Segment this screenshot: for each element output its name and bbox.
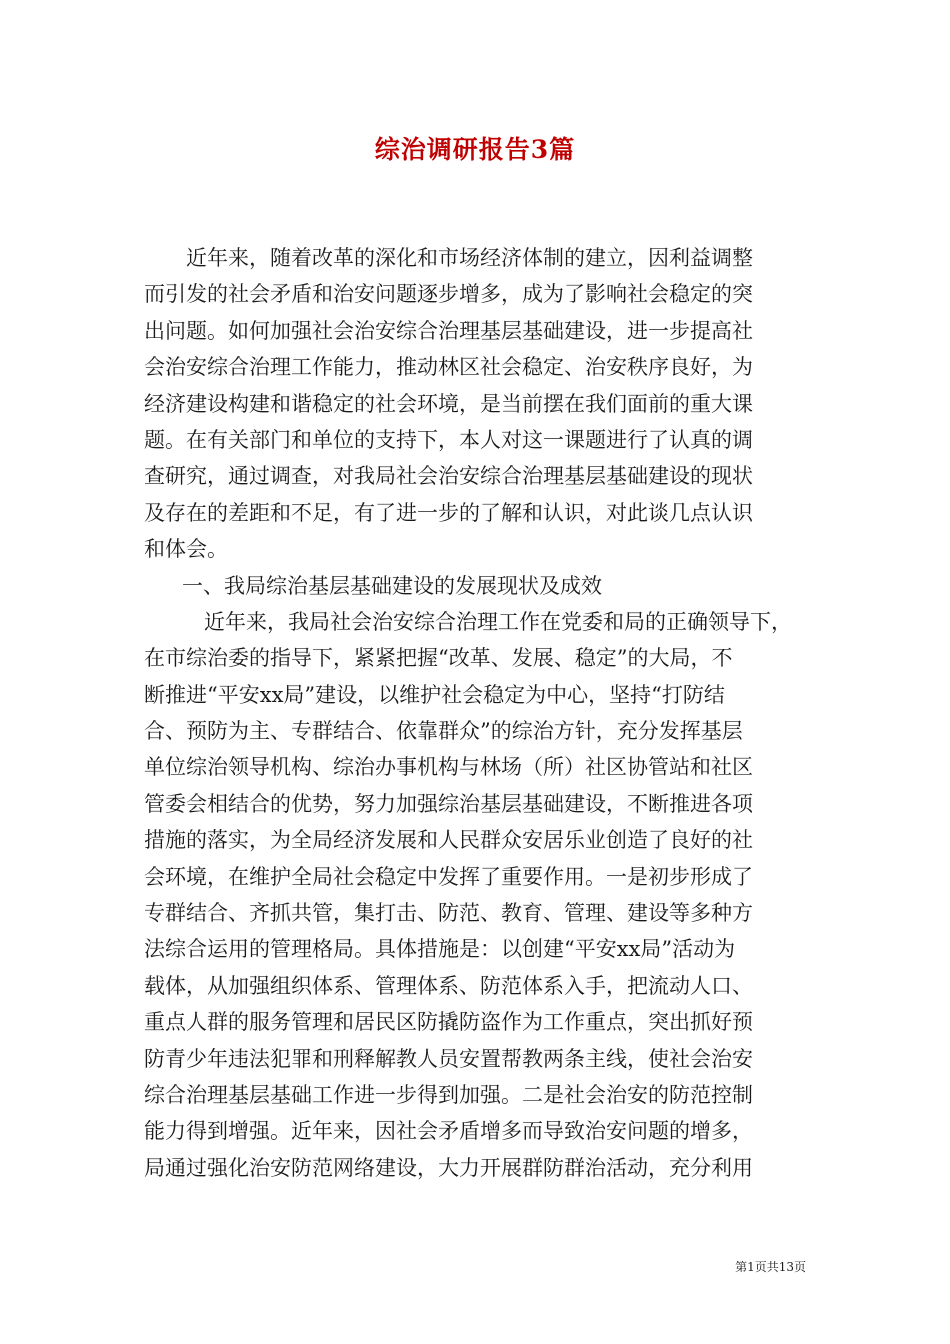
page-number: 第1页共13页 bbox=[735, 1260, 806, 1274]
text-line: 措施的落实，为全局经济发展和人民群众安居乐业创造了良好的社 bbox=[144, 828, 753, 853]
text-line: 载体，从加强组织体系、管理体系、防范体系入手，把流动人口、 bbox=[144, 973, 753, 998]
text-line: 合、预防为主、专群结合、依靠群众”的综治方针，充分发挥基层 bbox=[144, 719, 743, 744]
text-line: 能力得到增强。近年来，因社会矛盾增多而导致治安问题的增多， bbox=[144, 1119, 753, 1144]
text-line: 专群结合、齐抓共管，集打击、防范、教育、管理、建设等多种方 bbox=[144, 901, 753, 926]
text-line: 综合治理基层基础工作进一步得到加强。二是社会治安的防范控制 bbox=[144, 1082, 753, 1107]
text-line: 重点人群的服务管理和居民区防撬防盗作为工作重点，突出抓好预 bbox=[144, 1010, 753, 1035]
text-line: 近年来，随着改革的深化和市场经济体制的建立，因利益调整 bbox=[186, 246, 753, 270]
text-line: 单位综治领导机构、综治办事机构与林场（所）社区协管站和社区 bbox=[144, 755, 753, 780]
text-line: 经济建设构建和谐稳定的社会环境，是当前摆在我们面前的重大课 bbox=[144, 391, 753, 416]
text-line: 会治安综合治理工作能力，推动林区社会稳定、治安秩序良好，为 bbox=[144, 355, 753, 380]
text-line: 查研究，通过调查，对我局社会治安综合治理基层基础建设的现状 bbox=[144, 464, 753, 489]
text-line: 局通过强化治安防范网络建设，大力开展群防群治活动，充分利用 bbox=[144, 1155, 753, 1180]
text-line: 防青少年违法犯罪和刑释解教人员安置帮教两条主线，使社会治安 bbox=[144, 1046, 753, 1071]
text-line: 管委会相结合的优势，努力加强综治基层基础建设，不断推进各项 bbox=[144, 791, 753, 816]
text-line: 近年来，我局社会治安综合治理工作在党委和局的正确领导下， bbox=[204, 609, 792, 634]
text-line: 会环境，在维护全局社会稳定中发挥了重要作用。一是初步形成了 bbox=[144, 864, 753, 889]
text-line: 出问题。如何加强社会治安综合治理基层基础建设，进一步提高社 bbox=[144, 318, 753, 343]
document-title: 综治调研报告3篇 bbox=[374, 135, 576, 164]
text-line: 和体会。 bbox=[144, 537, 228, 562]
text-line: 而引发的社会矛盾和治安问题逐步增多，成为了影响社会稳定的突 bbox=[144, 282, 753, 307]
section-heading: 一、我局综治基层基础建设的发展现状及成效 bbox=[182, 573, 602, 598]
text-line: 断推进“平安xx局”建设，以维护社会稳定为中心，坚持“打防结 bbox=[144, 682, 725, 707]
document-body bbox=[144, 240, 804, 1186]
text-line: 题。在有关部门和单位的支持下，本人对这一课题进行了认真的调 bbox=[144, 427, 753, 452]
text-line: 法综合运用的管理格局。具体措施是：以创建“平安xx局”活动为 bbox=[144, 937, 736, 962]
text-line: 及存在的差距和不足，有了进一步的了解和认识，对此谈几点认识 bbox=[144, 500, 753, 525]
text-line: 在市综治委的指导下，紧紧把握“改革、发展、稳定”的大局，不 bbox=[144, 646, 733, 671]
